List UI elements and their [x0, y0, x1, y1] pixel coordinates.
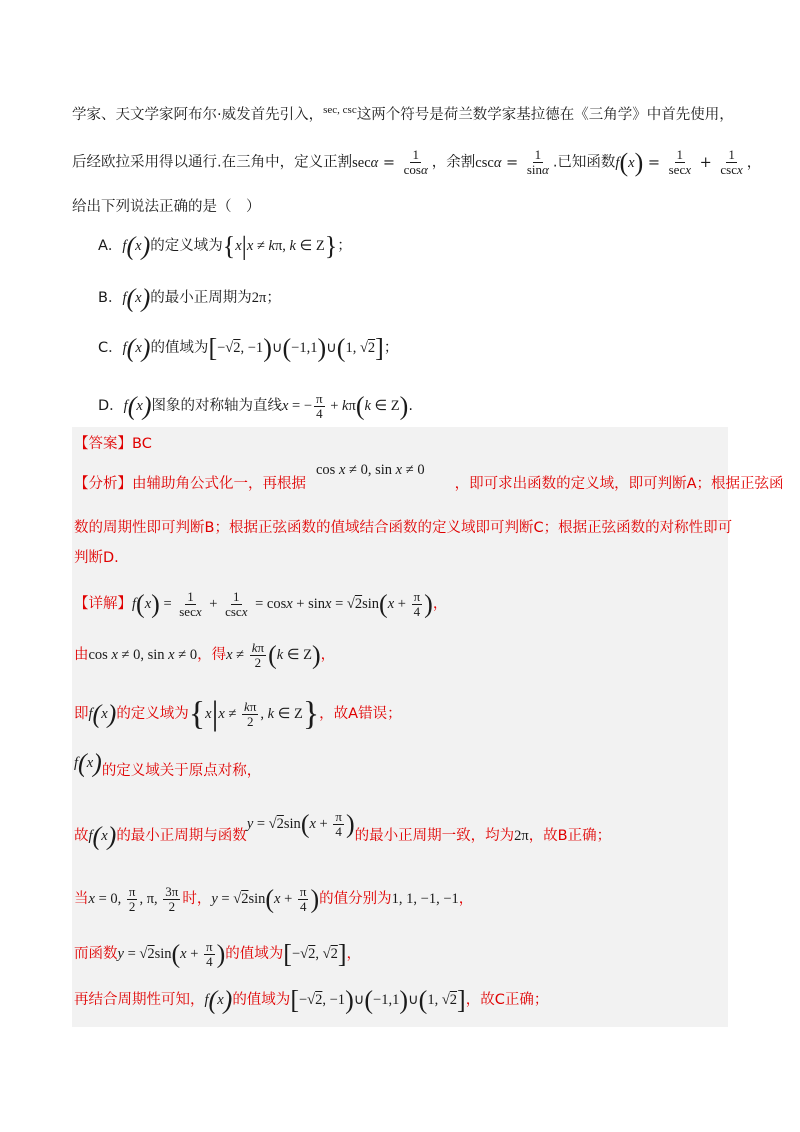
detail-line-8	[74, 985, 549, 1015]
analysis-line-3: 判断D.	[74, 550, 119, 566]
option-d-label: D．	[98, 397, 124, 414]
intro-text-1b: 这两个符号是荷兰数学家基拉德在《三角学》中首先使用，	[356, 106, 734, 123]
option-d-axis: x = − $\frac{\pi}{4}$ + kπ(k ∈ Z)	[281, 391, 409, 421]
detail-2a: 由	[74, 646, 89, 663]
detail-6a: 当	[74, 890, 89, 907]
detail-7-range: [−√2, √2]	[283, 939, 347, 969]
function-definition: f(x) = $\frac{1}{\sec x}$ + $\frac{1}{\csc x}$ ，	[615, 147, 762, 177]
option-c-end: ；	[383, 340, 399, 356]
detail-8-func: f(x)	[204, 985, 233, 1015]
detail-5-period: 2π	[514, 827, 529, 844]
sec-csc-symbols: sec, csc	[323, 104, 357, 116]
detail-5c: 的最小正周期一致，均为	[354, 827, 515, 844]
detail-line-3	[74, 695, 402, 733]
option-a-func: f(x)	[122, 231, 151, 261]
detail-8-range: [−√2, −1)∪(−1,1)∪(1, √2]	[290, 985, 466, 1015]
detail-eq-1: f(x) = $\frac{1}{\sec x}$ + $\frac{1}{\csc x}$ = cosx + sinx = √2sin(x + $\frac{\pi}{4}$ )	[132, 589, 433, 619]
detail-6c: 的值分别为	[319, 890, 392, 907]
detail-8b: 的值域为	[232, 992, 291, 1008]
option-a-set: {x|x ≠ kπ, k ∈ Z}	[222, 231, 338, 261]
answer-tag: 【答案】BC	[74, 436, 152, 452]
detail-5-eq: y = √2sin(x + $\frac{\pi}{4}$ )	[246, 809, 355, 839]
option-d	[98, 392, 413, 421]
sec-definition: secα = $\frac{1}{\cos\alpha}$	[352, 147, 428, 177]
detail-4-text: 的定义域关于原点对称，	[101, 763, 262, 779]
intro-text-2a: 后经欧拉采用得以通行.在三角中，定义正割	[72, 154, 353, 171]
detail-2-condition: cos x ≠ 0, sin x ≠ 0	[88, 646, 198, 663]
analysis-line-1	[74, 462, 784, 494]
option-b-label: B．	[98, 290, 123, 306]
detail-7a: 而函数	[74, 945, 118, 962]
detail-line-5	[74, 809, 612, 851]
detail-3b: 的定义域为	[116, 705, 189, 722]
option-c-text: 的值域为	[150, 340, 209, 356]
option-c	[98, 333, 399, 363]
detail-6-values: x = 0, $\frac{\pi}{2}$ , π, $\frac{3\pi}{2}$	[88, 884, 179, 914]
detail-2-result: x ≠ $\frac{k\pi}{2}$ (k ∈ Z)	[226, 640, 321, 670]
detail-6-eq: y = √2sin(x + $\frac{\pi}{4}$ )	[211, 884, 320, 914]
detail-3a: 即	[74, 705, 89, 722]
detail-6-vals: 1, 1, −1, −1	[391, 890, 459, 907]
option-c-range: [−√2, −1)∪(−1,1)∪(1, √2]	[208, 333, 384, 363]
detail-line-1: 【详解】f(x) = $\frac{1}{\sec x}$ + $\frac{1}{\csc x}$ = cosx + sinx = √2sin(x + $\frac{\pi}{4}$ )，	[74, 589, 448, 619]
detail-7b: 的值域为	[225, 945, 284, 962]
option-d-func: f(x)	[123, 391, 152, 421]
option-a-label: A．	[98, 238, 123, 254]
intro-line-2	[72, 148, 761, 177]
detail-3-func: f(x)	[88, 699, 117, 729]
detail-line-4	[74, 748, 262, 782]
detail-line-6: 当x = 0, $\frac{\pi}{2}$ , π, $\frac{3\pi}{2}$ 时，y = √2sin(x + $\frac{\pi}{4}$ )的值分别为1, 1, −1, −1，	[74, 884, 474, 914]
option-b-func: f(x)	[122, 283, 151, 313]
detail-4-func: f(x)	[74, 748, 102, 778]
detail-5a: 故	[74, 827, 89, 844]
detail-7-eq: y = √2sin(x + $\frac{\pi}{4}$ )	[117, 939, 226, 969]
detail-5d: ，故B正确；	[528, 827, 612, 844]
intro-line-1	[72, 100, 734, 125]
option-d-end: .	[408, 397, 413, 414]
detail-5b: 的最小正周期与函数	[116, 827, 247, 844]
option-b-period: 2π	[251, 290, 267, 306]
analysis-condition: cos x ≠ 0, sin x ≠ 0	[316, 462, 425, 478]
analysis-text-1: 由辅助角公式化一，再根据	[132, 476, 306, 492]
csc-definition: cscα = $\frac{1}{\sin\alpha}$	[475, 147, 549, 177]
option-d-text: 图象的对称轴为直线	[151, 397, 282, 414]
detail-3c: ，故A错误；	[319, 705, 402, 722]
option-b-end: ；	[266, 290, 281, 306]
intro-text-2b: ，余割	[431, 154, 476, 171]
detail-3-set: {x|x ≠ $\frac{k\pi}{2}$ , k ∈ Z}	[188, 695, 320, 733]
detail-6b: 时，	[182, 890, 212, 907]
option-a	[98, 231, 352, 261]
detail-5-func: f(x)	[88, 821, 117, 851]
intro-text-1a: 学家、天文学家阿布尔·威发首先引入，	[72, 106, 324, 123]
analysis-text-1b: ，即可求出函数的定义域，即可判断A；根据正弦函	[454, 476, 784, 492]
detail-line-2: 由cos x ≠ 0, sin x ≠ 0，得x ≠ $\frac{k\pi}{2}$ (k ∈ Z)，	[74, 640, 336, 670]
option-a-text: 的定义域为	[150, 238, 223, 254]
detail-tag: 【详解】	[74, 595, 132, 612]
intro-text-2c: .已知函数	[552, 154, 616, 171]
detail-2b: ，得	[197, 646, 227, 663]
intro-line-3: 给出下列说法正确的是（ ）	[72, 199, 261, 215]
option-c-func: f(x)	[122, 333, 151, 363]
option-c-label: C．	[98, 340, 123, 356]
analysis-tag: 【分析】	[74, 476, 132, 492]
detail-8a: 再结合周期性可知，	[74, 992, 205, 1008]
analysis-line-2: 数的周期性即可判断B；根据正弦函数的值域结合函数的定义域即可判断C；根据正弦函数的对称性即可	[74, 520, 733, 536]
detail-line-7: 而函数y = √2sin(x + $\frac{\pi}{4}$ )的值域为[−√2, √2]，	[74, 939, 361, 969]
detail-8c: ，故C正确；	[465, 992, 549, 1008]
option-b	[98, 283, 281, 313]
option-b-text: 的最小正周期为	[150, 290, 252, 306]
option-a-end: ；	[337, 238, 352, 254]
